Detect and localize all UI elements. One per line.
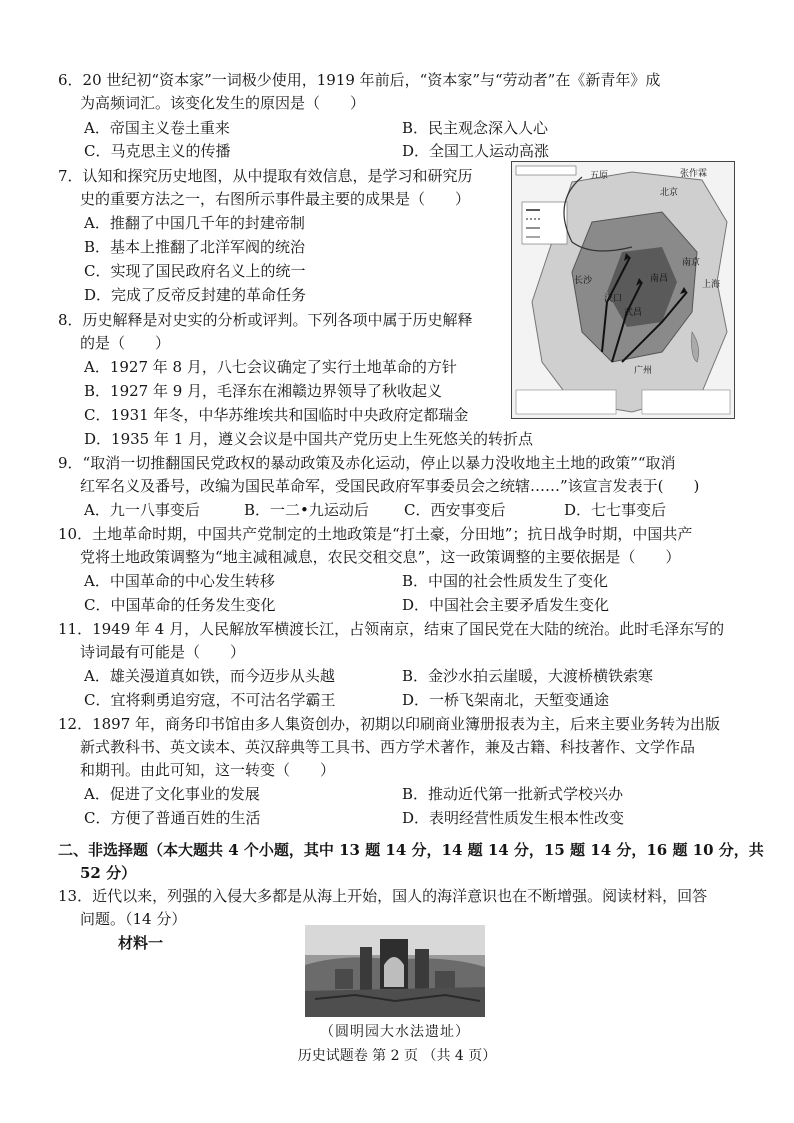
q12-stem-line2: 新式教科书、英文读本、英汉辞典等工具书、西方学术著作，兼及古籍、科技著作、文学作品: [80, 738, 696, 756]
yuanmingyuan-ruins-photo: [305, 925, 485, 1017]
q12-option-c[interactable]: C．方便了普通百姓的生活: [84, 809, 261, 827]
q11-option-b[interactable]: B．金沙水拍云崖暖，大渡桥横铁索寒: [402, 667, 654, 685]
q10-stem-line1: 10．土地革命时期，中国共产党制定的土地政策是“打土豪，分田地”；抗日战争时期，中国共产: [58, 525, 693, 543]
q10-stem-line2: 党将土地政策调整为“地主减租减息，农民交租交息”，这一政策调整的主要依据是（ ）: [80, 548, 681, 566]
q10-option-a[interactable]: A．中国革命的中心发生转移: [84, 572, 275, 590]
q9-stem-line2: 红军名义及番号，改编为国民革命军，受国民政府军事委员会之统辖……”该宣言发表于( ): [80, 477, 700, 495]
q9-option-c[interactable]: C．西安事变后: [404, 501, 506, 519]
q12-option-a[interactable]: A．促进了文化事业的发展: [84, 785, 260, 803]
q10-option-c[interactable]: C．中国革命的任务发生变化: [84, 596, 276, 614]
map-label-wuyuan: 五原: [590, 171, 609, 181]
q6-option-d[interactable]: D．全国工人运动高涨: [402, 142, 550, 160]
q8-stem-line2: 的是（ ）: [80, 334, 171, 352]
map-label-nanchang: 南昌: [650, 274, 669, 284]
q9-option-a[interactable]: A．九一八事变后: [84, 501, 200, 519]
ruins-graphic: [305, 925, 485, 1017]
q11-stem-line2: 诗词最有可能是（ ）: [80, 643, 246, 661]
map-label-beijing: 北京: [660, 188, 679, 198]
q8-option-a[interactable]: A．1927 年 8 月，八七会议确定了实行土地革命的方针: [84, 358, 457, 376]
q7-option-b[interactable]: B．基本上推翻了北洋军阀的统治: [84, 238, 306, 256]
q7-option-a[interactable]: A．推翻了中国几千年的封建帝制: [84, 214, 305, 232]
map-label-shanghai: 上海: [702, 280, 721, 290]
q7-stem-line2: 史的重要方法之一，右图所示事件最主要的成果是（ ）: [80, 190, 471, 208]
q11-stem-line1: 11．1949 年 4 月，人民解放军横渡长江，占领南京，结束了国民党在大陆的统治。此时毛泽东写的: [58, 620, 725, 638]
map-label-hankou: 汉口: [604, 294, 623, 304]
q6-stem-line2: 为高频词汇。该变化发生的原因是（ ）: [80, 94, 366, 112]
q7-stem-line1: 7．认知和探究历史地图，从中提取有效信息，是学习和研究历: [58, 167, 473, 185]
q13-stem-line1: 13．近代以来，列强的入侵大多都是从海上开始，国人的海洋意识也在不断增强。阅读材料，回答: [58, 887, 708, 905]
q9-option-d[interactable]: D．七七事变后: [564, 501, 667, 519]
q9-option-b[interactable]: B．一二•九运动后: [244, 501, 369, 519]
northern-expedition-map: [511, 161, 735, 419]
q6-option-c[interactable]: C．马克思主义的传播: [84, 142, 231, 160]
q12-option-b[interactable]: B．推动近代第一批新式学校兴办: [402, 785, 624, 803]
q9-stem-line1: 9．“取消一切推翻国民党政权的暴动政策及赤化运动，停止以暴力没收地主土地的政策”“取消: [58, 454, 676, 472]
q6-option-a[interactable]: A．帝国主义卷土重来: [84, 119, 230, 137]
q7-option-d[interactable]: D．完成了反帝反封建的革命任务: [84, 286, 307, 304]
map-label-changsha: 长沙: [574, 276, 593, 286]
q13-stem-line2: 问题。（14 分）: [80, 910, 187, 928]
q11-option-d[interactable]: D．一桥飞架南北，天堑变通途: [402, 691, 610, 709]
q11-option-a[interactable]: A．雄关漫道真如铁，而今迈步从头越: [84, 667, 335, 685]
map-label-nanjing: 南京: [682, 258, 701, 268]
page-footer: 历史试题卷 第 2 页 （共 4 页）: [297, 1048, 497, 1064]
q7-option-c[interactable]: C．实现了国民政府名义上的统一: [84, 262, 306, 280]
q12-stem-line3: 和期刊。由此可知，这一转变（ ）: [80, 761, 336, 779]
q10-option-d[interactable]: D．中国社会主要矛盾发生变化: [402, 596, 610, 614]
q12-stem-line1: 12．1897 年，商务印书馆由多人集资创办，初期以印刷商业簿册报表为主，后来主要业务转为出版: [58, 715, 721, 733]
q8-option-c[interactable]: C．1931 年冬，中华苏维埃共和国临时中央政府定都瑞金: [84, 406, 469, 424]
q6-option-b[interactable]: B．民主观念深入人心: [402, 119, 549, 137]
q12-option-d[interactable]: D．表明经营性质发生根本性改变: [402, 809, 625, 827]
map-label-guangzhou: 广州: [634, 366, 653, 376]
map-label-wuchang: 武昌: [624, 308, 643, 318]
map-graphic: [512, 162, 734, 418]
q11-option-c[interactable]: C．宜将剩勇追穷寇，不可沽名学霸王: [84, 691, 336, 709]
section2-heading-line2: 52 分）: [80, 864, 137, 882]
q8-option-d[interactable]: D．1935 年 1 月，遵义会议是中国共产党历史上生死悠关的转折点: [84, 430, 534, 448]
section2-heading-line1: 二、非选择题（本大题共 4 个小题，其中 13 题 14 分，14 题 14 分，15 题 14 分，16 题 10 分，共: [58, 841, 764, 859]
q8-stem-line1: 8．历史解释是对史实的分析或评判。下列各项中属于历史解释: [58, 311, 473, 329]
q10-option-b[interactable]: B．中国的社会性质发生了变化: [402, 572, 609, 590]
q6-stem-line1: 6．20 世纪初“资本家”一词极少使用，1919 年前后，“资本家”与“劳动者”在《新青年》成: [58, 71, 661, 89]
photo-caption: （圆明园大水法遗址）: [320, 1024, 470, 1040]
map-label-zhangzuolin: 张作霖: [680, 169, 708, 179]
material-one-label: 材料一: [118, 934, 164, 952]
q8-option-b[interactable]: B．1927 年 9 月，毛泽东在湘赣边界领导了秋收起义: [84, 382, 443, 400]
